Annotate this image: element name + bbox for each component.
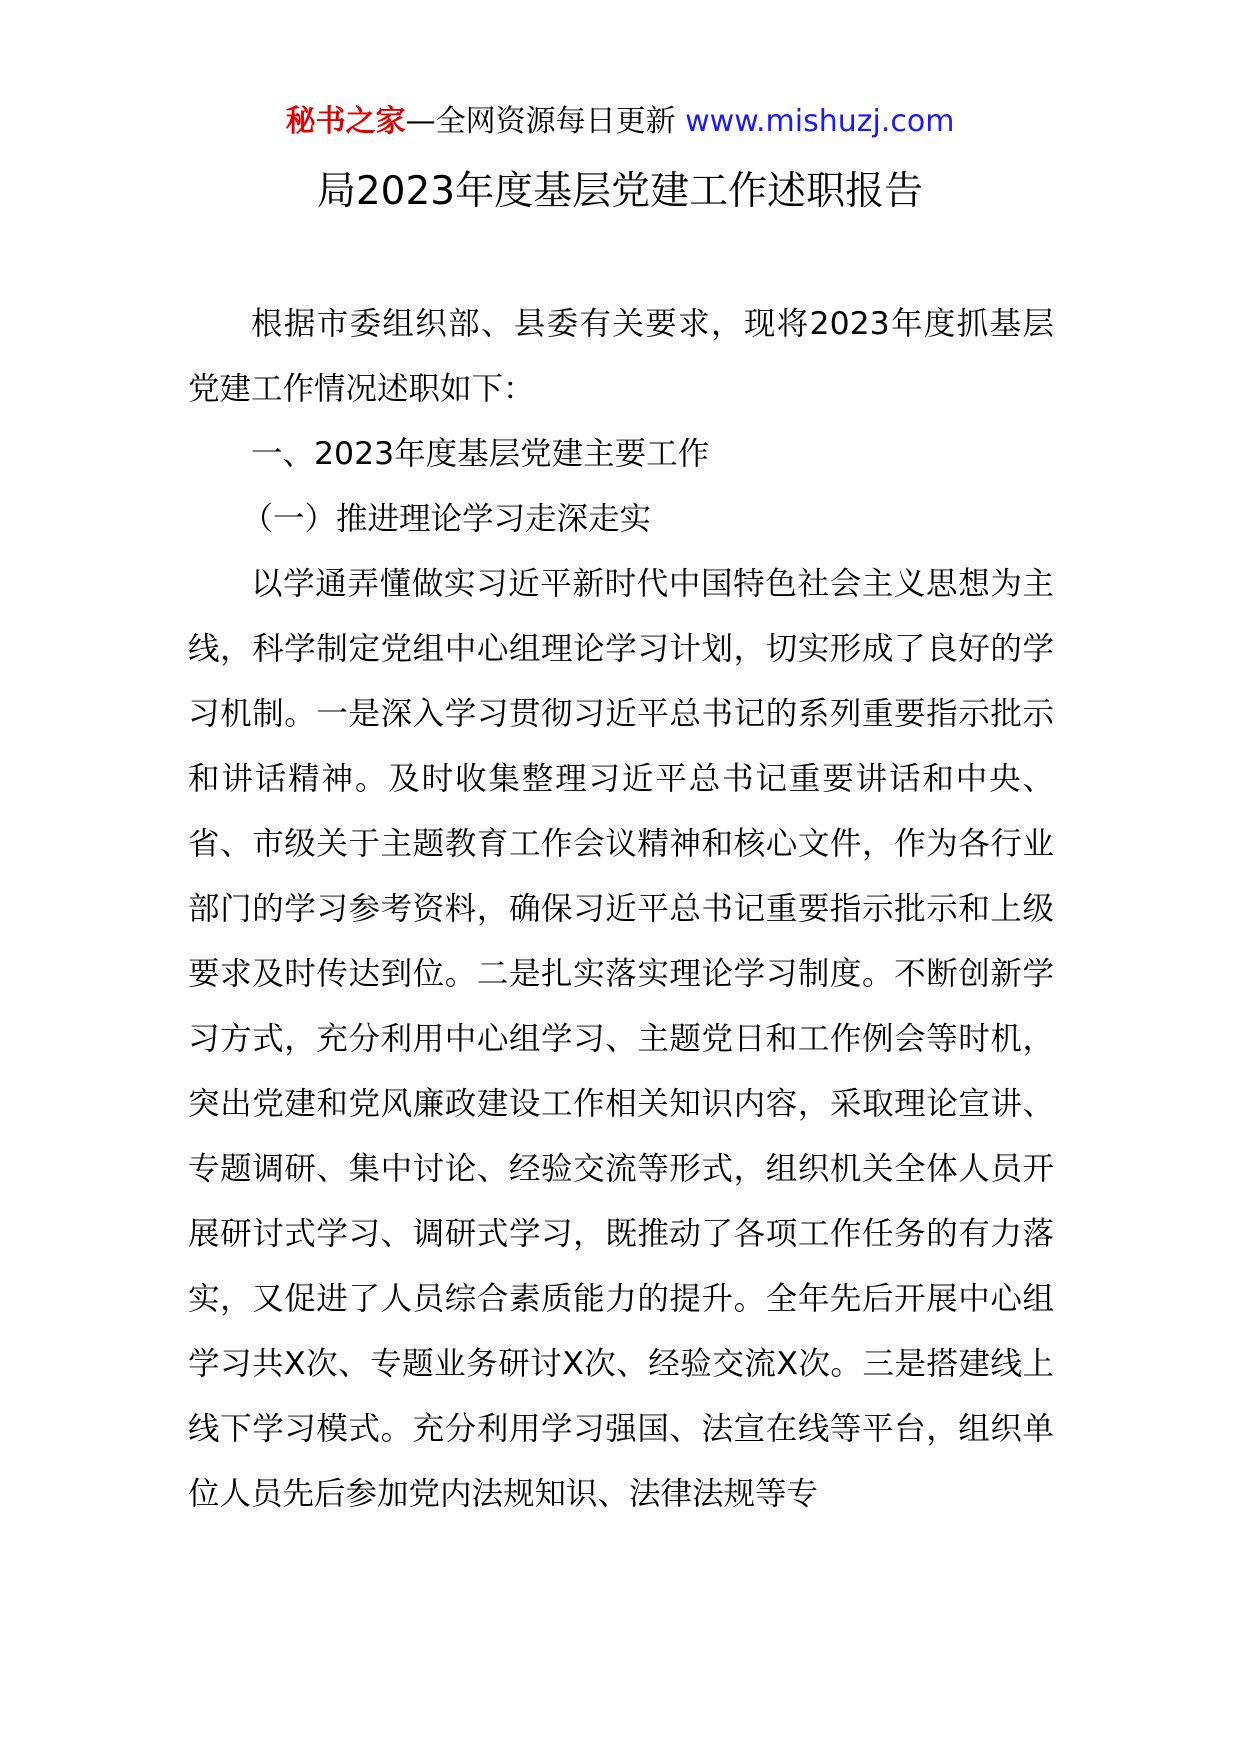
subsection-heading: （一）推进理论学习走深走实 bbox=[241, 501, 652, 537]
site-url-link[interactable]: www.mishuzj.com bbox=[685, 104, 955, 139]
body-paragraph: 以学通弄懂做实习近平新时代中国特色社会主义思想为主线，科学制定党组中心组理论学习计划，切实形成了良好的学习机制。一是深入学习贯彻习近平总书记的系列重要指示批示和讲话精神。及时收集整理习近平总书记重要讲话和中央、省、市级关于主题教育工作会议精神和核心文件，作为各行业部门的学习参考资料，确保习近平总书记重要指示批示和上级要求及时传达到位。二是扎实落实理论学习制度。不断创新学习方式，充分利用中心组学习、主题党日和工作例会等时机，突出党建和党风廉政建设工作相关知识内容，采取理论宣讲、专题调研、集中讨论、经验交流等形式，组织机关全体人员开展研讨式学习、调研式学习，既推动了各项工作任务的有力落实，又促进了人员综合素质能力的提升。全年先后开展中心组学习共X次、专题业务研讨X次、经验交流X次。三是搭建线上线下学习模式。充分利用学习强国、法宣在线等平台，组织单位人员先后参加党内法规知识、法律法规等专 bbox=[188, 566, 1054, 1512]
header-slogan: —全网资源每日更新 bbox=[405, 104, 676, 139]
document-title: 局2023年度基层党建工作述职报告 bbox=[316, 169, 924, 214]
document-body bbox=[188, 292, 1054, 1527]
brand-name: 秘书之家 bbox=[285, 104, 406, 139]
section-heading: 一、2023年度基层党建主要工作 bbox=[251, 436, 710, 472]
intro-paragraph: 根据市委组织部、县委有关要求，现将2023年度抓基层党建工作情况述职如下： bbox=[188, 306, 1054, 407]
header-banner bbox=[0, 100, 1240, 144]
